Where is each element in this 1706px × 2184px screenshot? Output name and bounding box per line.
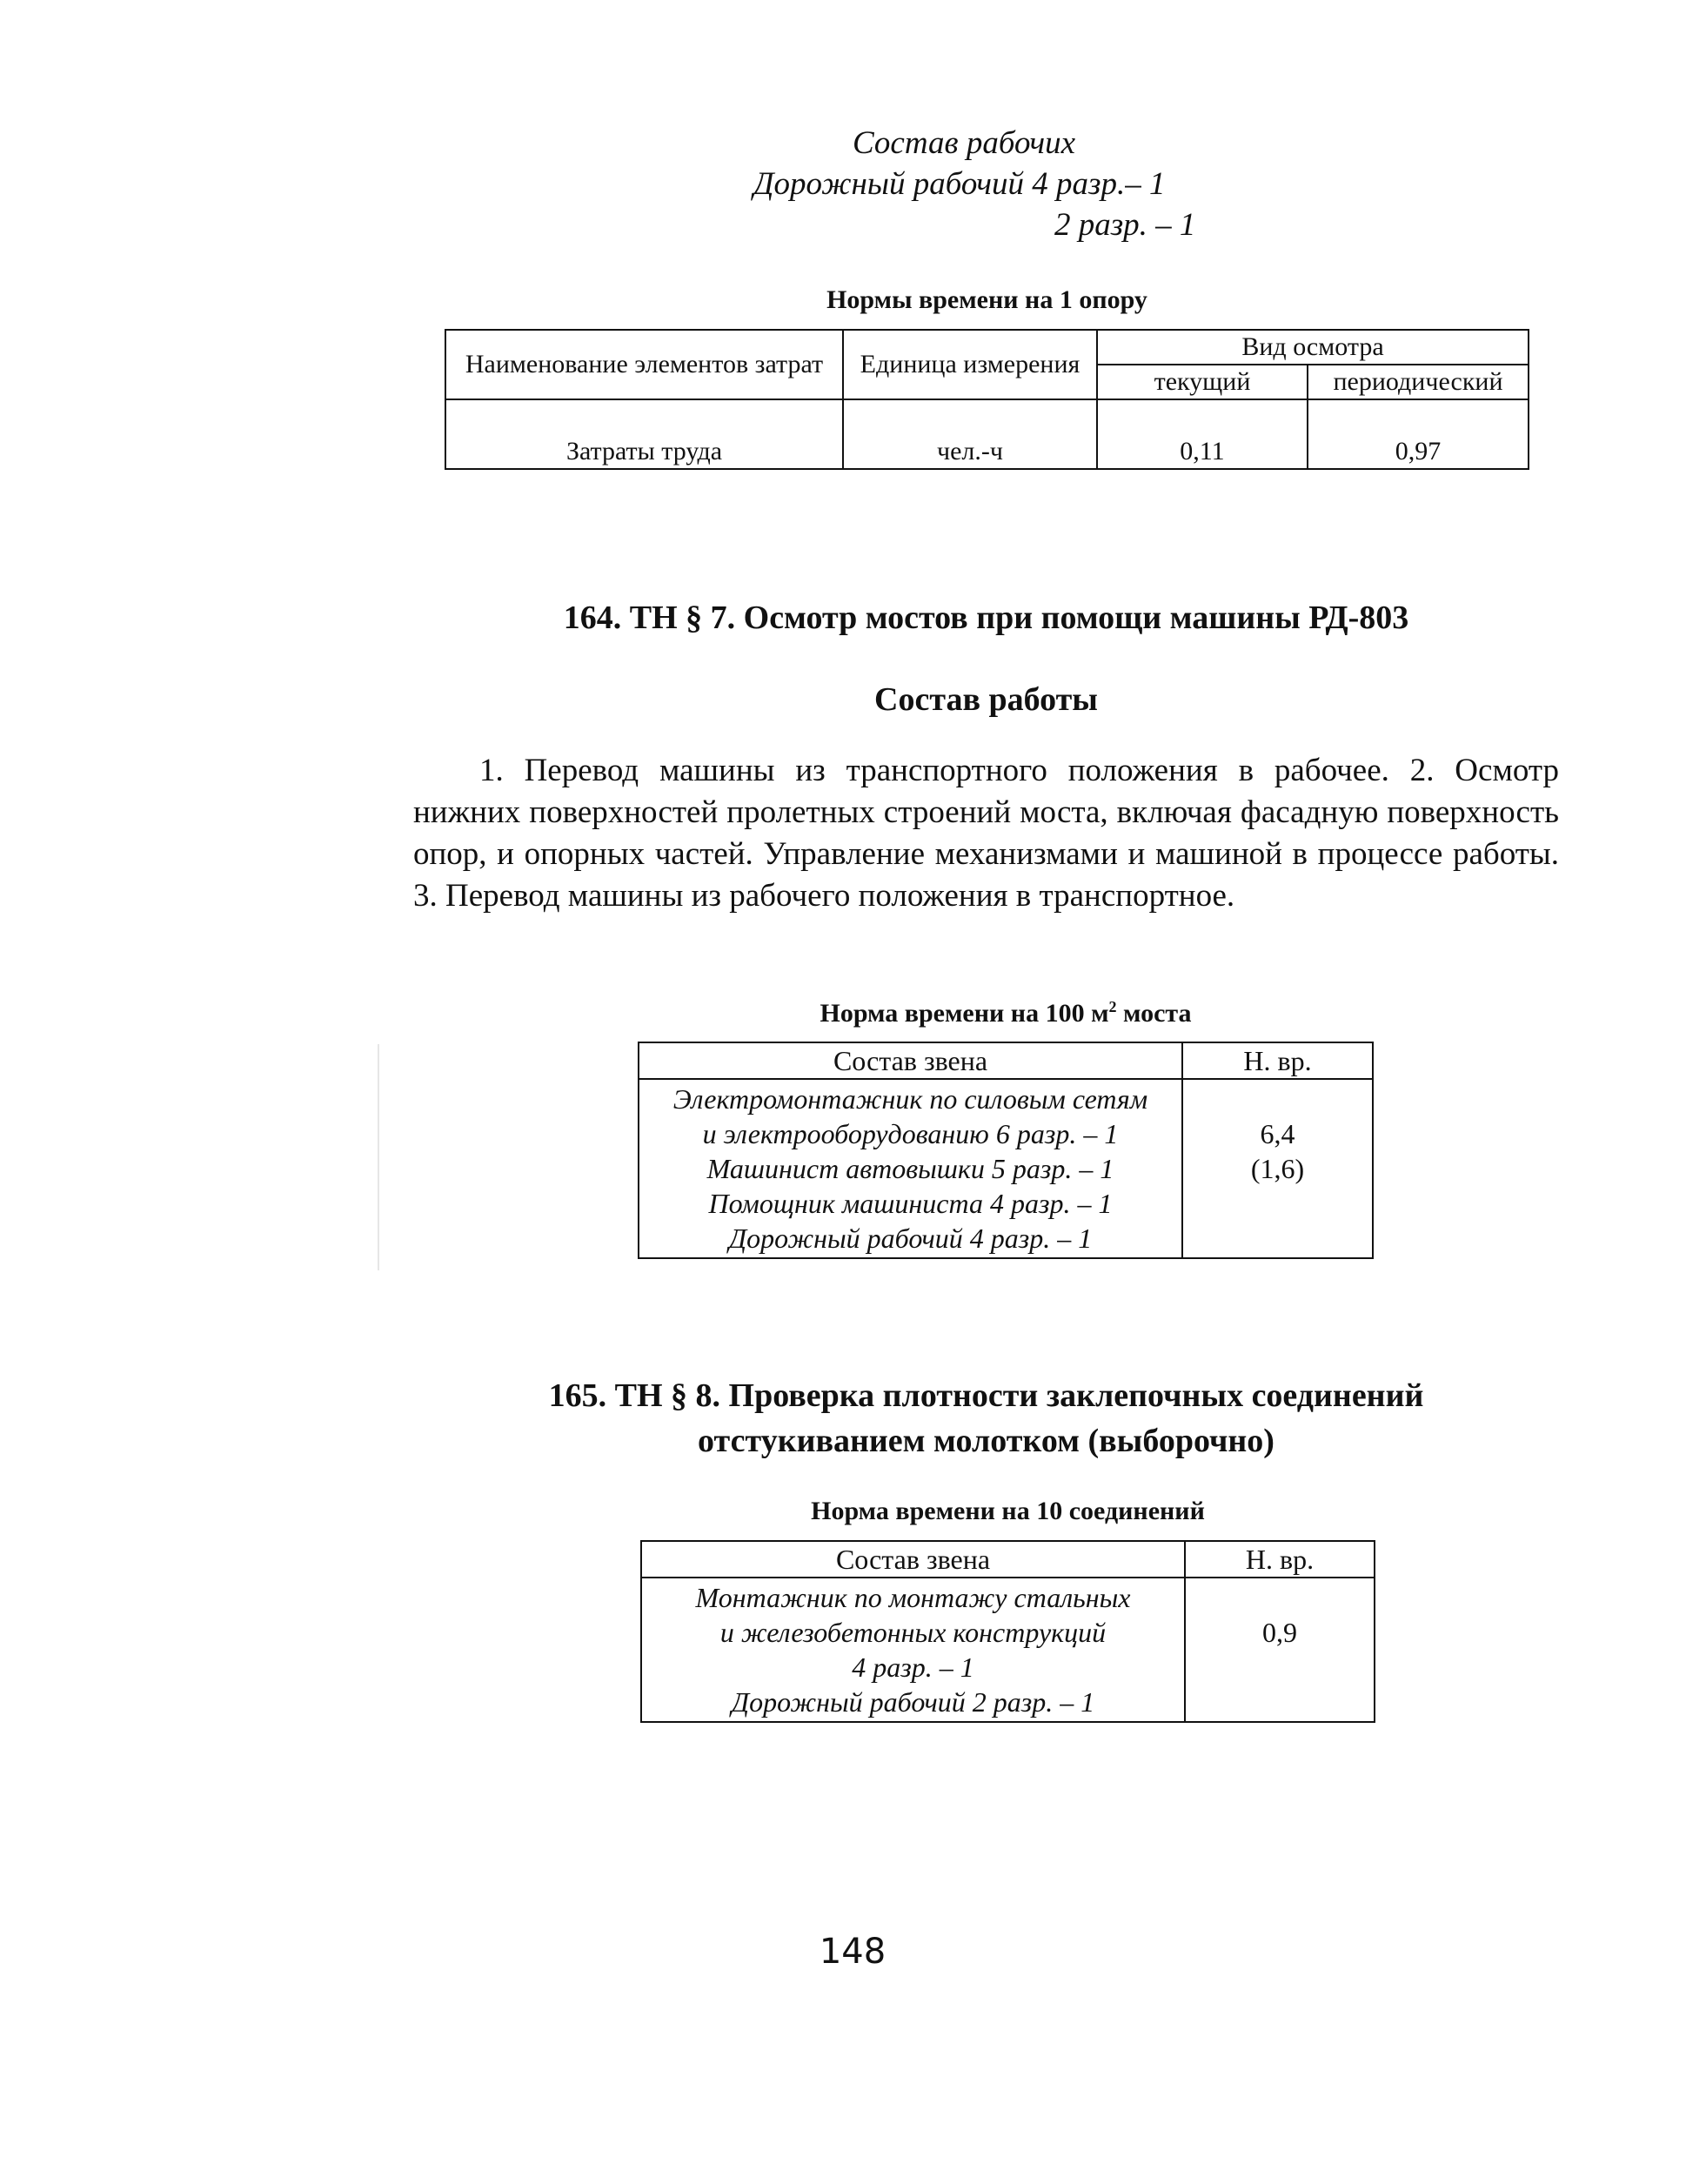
table2-caption-superscript: 2 bbox=[1108, 998, 1117, 1015]
table3-header-crew: Состав звена bbox=[641, 1541, 1185, 1578]
table3-crew-cell bbox=[641, 1578, 1185, 1722]
scan-margin-mark bbox=[378, 1044, 379, 1270]
section-165-heading-line-2: отстукиванием молотком (выборочно) bbox=[698, 1423, 1274, 1459]
table1-row-current: 0,11 bbox=[1097, 399, 1308, 469]
table1-header-periodic: периодический bbox=[1308, 365, 1529, 399]
crew-composition-line-1: Дорожный рабочий 4 разр.– 1 bbox=[753, 166, 1166, 202]
table1-row-label: Затраты труда bbox=[445, 399, 843, 469]
section-164-subheading: Состав работы bbox=[874, 681, 1098, 718]
table1-row-unit: чел.-ч bbox=[843, 399, 1097, 469]
time-norm-table-3 bbox=[640, 1540, 1375, 1723]
table2-header-norm: Н. вр. bbox=[1182, 1042, 1373, 1079]
table2-norm-cell bbox=[1182, 1079, 1373, 1258]
table2-caption bbox=[638, 998, 1374, 1028]
table1-header-inspection-type: Вид осмотра bbox=[1097, 330, 1529, 365]
table2-caption-tail: моста bbox=[1116, 999, 1192, 1028]
table1-row-periodic: 0,97 bbox=[1308, 399, 1529, 469]
norm-value-alt: (1,6) bbox=[1250, 1153, 1305, 1184]
crew-member-line: Машинист автовышки 5 разр. – 1 bbox=[706, 1153, 1114, 1184]
crew-member-line: и железобетонных конструкций bbox=[719, 1617, 1107, 1648]
crew-member-line: Дорожный рабочий 2 разр. – 1 bbox=[731, 1686, 1095, 1718]
table2-caption-main: Норма времени на 100 м bbox=[820, 999, 1109, 1028]
crew-member-line: Дорожный рабочий 4 разр. – 1 bbox=[728, 1223, 1093, 1254]
section-164-paragraph bbox=[413, 750, 1559, 917]
norm-value: 0,9 bbox=[1262, 1617, 1297, 1648]
table3-norm-cell bbox=[1185, 1578, 1375, 1722]
time-norm-table-2 bbox=[638, 1042, 1374, 1259]
norm-value: 6,4 bbox=[1260, 1118, 1295, 1149]
table1-header-current: текущий bbox=[1097, 365, 1308, 399]
table2-header-crew: Состав звена bbox=[639, 1042, 1182, 1079]
crew-member-line: Монтажник по монтажу стальных bbox=[695, 1582, 1131, 1613]
crew-composition-title: Состав рабочих bbox=[853, 125, 1076, 161]
crew-composition-line-2: 2 разр. – 1 bbox=[1054, 207, 1196, 243]
crew-member-line: Электромонтажник по силовым сетям bbox=[672, 1083, 1148, 1115]
crew-member-line: Помощник машиниста 4 разр. – 1 bbox=[708, 1188, 1113, 1219]
table3-caption: Норма времени на 10 соединений bbox=[811, 1497, 1205, 1525]
crew-member-line: и электрооборудованию 6 разр. – 1 bbox=[702, 1118, 1119, 1149]
table1-header-name: Наименование элементов затрат bbox=[445, 330, 843, 399]
table1-header-unit: Единица измерения bbox=[843, 330, 1097, 399]
table1-caption: Нормы времени на 1 опору bbox=[826, 285, 1147, 314]
work-description-text: 1. Перевод машины из транспортного положения в рабочее. 2. Осмотр нижних поверхностей пролетных строений моста, включая фасадную поверхность опор, и опорных частей. Управление механизмами и машиной в процессе работы. 3. Перевод машины из рабочего положения в транспортное. bbox=[413, 753, 1559, 914]
section-165-heading-line-1: 165. ТН § 8. Проверка плотности заклепочных соединений bbox=[548, 1377, 1424, 1414]
section-165-heading bbox=[413, 1373, 1559, 1464]
time-norms-table-1 bbox=[445, 329, 1529, 470]
page-number: 148 bbox=[819, 1932, 886, 1972]
crew-member-line: 4 разр. – 1 bbox=[852, 1651, 974, 1683]
table3-header-norm: Н. вр. bbox=[1185, 1541, 1375, 1578]
section-164-heading: 164. ТН § 7. Осмотр мостов при помощи машины РД-803 bbox=[563, 600, 1409, 636]
table2-crew-cell bbox=[639, 1079, 1182, 1258]
